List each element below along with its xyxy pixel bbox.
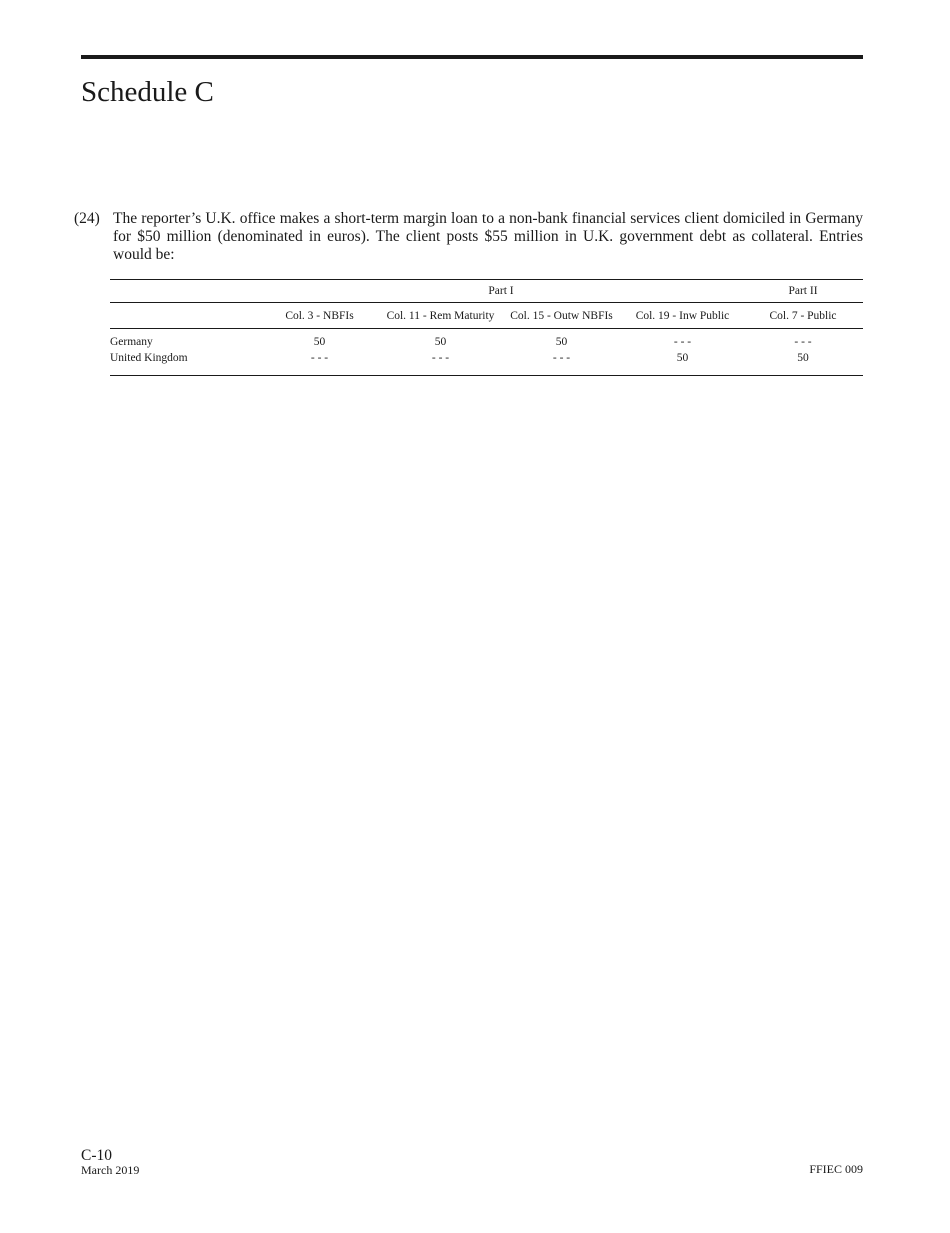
table-cell: - - - [259, 352, 380, 376]
form-name: FFIEC 009 [809, 1162, 863, 1176]
table-row [110, 329, 863, 353]
item-text: The reporter’s U.K. office makes a short-term margin loan to a non-bank financial services client domiciled in Germany for $50 million (denominated in euros). The client posts $55 million in U.K. government debt as collateral. Entries would be: [113, 210, 863, 263]
row-label: Germany [110, 336, 153, 348]
table-cell: - - - [501, 352, 622, 376]
table-cell: - - - [380, 352, 501, 376]
example-item [74, 210, 863, 264]
table-cell: 50 [743, 352, 863, 376]
table-row [110, 352, 863, 376]
header-blank [110, 280, 259, 303]
column-header: Col. 3 - NBFIs [259, 303, 380, 329]
part-header: Part I [259, 280, 743, 303]
column-header: Col. 15 - Outw NBFIs [501, 303, 622, 329]
page-number: C-10 [81, 1147, 112, 1164]
table-cell: - - - [673, 336, 692, 348]
column-header-blank [110, 303, 259, 329]
part-header: Part II [743, 280, 863, 303]
table-cell: 50 [622, 352, 743, 376]
header-rule [81, 55, 863, 59]
page-title: Schedule C [81, 76, 214, 108]
column-header: Col. 7 - Public [743, 303, 863, 329]
table-cell: 50 [313, 336, 326, 348]
row-label: United Kingdom [110, 352, 259, 376]
column-header: Col. 11 - Rem Maturity [380, 303, 501, 329]
column-header: Col. 19 - Inw Public [622, 303, 743, 329]
table-cell: - - - [794, 336, 812, 348]
footer-left [81, 1147, 139, 1177]
entries-table [110, 279, 863, 376]
table-cell: 50 [434, 336, 447, 348]
item-number: (24) [74, 210, 100, 227]
footer-date: March 2019 [81, 1163, 140, 1177]
table-cell: 50 [555, 336, 568, 348]
